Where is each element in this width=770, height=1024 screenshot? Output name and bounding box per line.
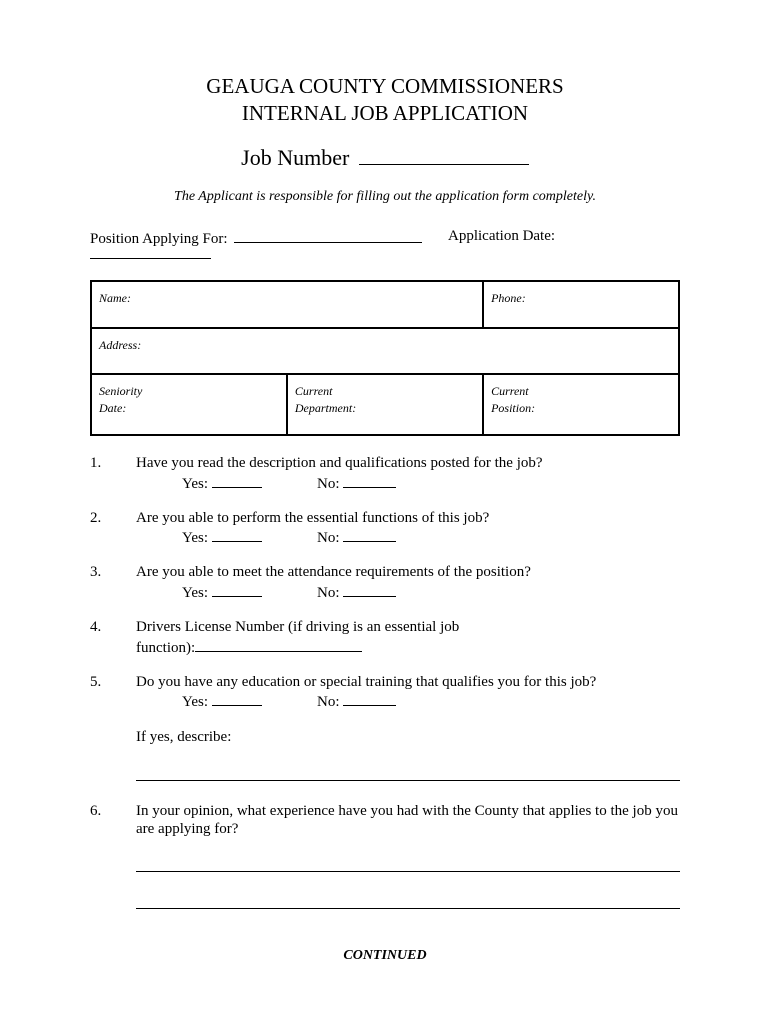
yes-field[interactable] (212, 527, 262, 542)
position-applying-row (90, 228, 422, 248)
current-position-label-1: Current (491, 384, 529, 398)
yes-answer (182, 691, 262, 711)
describe-line[interactable] (136, 780, 680, 781)
yes-field[interactable] (212, 582, 262, 597)
yes-field[interactable] (212, 473, 262, 488)
form-title-line2: INTERNAL JOB APPLICATION (241, 101, 529, 125)
no-answer (317, 473, 396, 493)
application-date-field[interactable] (90, 258, 211, 259)
drivers-license-field[interactable] (195, 637, 362, 652)
address-label: Address: (99, 338, 142, 352)
question-number: 4. (90, 619, 102, 635)
question-number: 1. (90, 455, 102, 471)
department-cell[interactable] (287, 374, 483, 435)
job-number-label: Job Number (241, 145, 350, 170)
no-field[interactable] (343, 582, 396, 597)
question-number: 6. (90, 803, 102, 819)
answer-line-2[interactable] (136, 908, 680, 909)
no-answer (317, 582, 396, 602)
question-text: Are you able to meet the attendance requirements of the position? (136, 564, 531, 580)
name-label: Name: (99, 291, 131, 305)
question-text: Drivers License Number (if driving is an essential job (136, 619, 460, 635)
job-number-row (0, 144, 770, 171)
question-text: Are you able to perform the essential functions of this job? (136, 510, 490, 526)
question-text: Have you read the description and qualifications posted for the job? (136, 455, 543, 471)
question-text-line2: function): (136, 640, 196, 656)
current-position-cell[interactable] (483, 374, 679, 435)
phone-label: Phone: (491, 291, 526, 305)
no-answer (317, 527, 396, 547)
position-applying-field[interactable] (234, 228, 422, 243)
seniority-label-2: Date: (99, 401, 127, 415)
no-label: No: (317, 585, 340, 601)
no-field[interactable] (343, 691, 396, 706)
form-title-line1: GEAUGA COUNTY COMMISSIONERS (206, 74, 564, 98)
yes-label: Yes: (182, 585, 208, 601)
position-applying-label: Position Applying For: (90, 231, 228, 247)
yes-answer (182, 582, 262, 602)
yes-label: Yes: (182, 694, 208, 710)
seniority-label-1: Seniority (99, 384, 143, 398)
yes-field[interactable] (212, 691, 262, 706)
yes-label: Yes: (182, 476, 208, 492)
no-field[interactable] (343, 527, 396, 542)
yes-answer (182, 473, 262, 493)
applicant-info-table (90, 280, 680, 436)
no-label: No: (317, 476, 340, 492)
question-text: In your opinion, what experience have you had with the County that applies to the job you (136, 803, 678, 819)
question-number: 2. (90, 510, 102, 526)
job-number-field[interactable] (359, 144, 529, 165)
continued-label: CONTINUED (343, 948, 427, 963)
address-cell[interactable] (91, 328, 679, 374)
yes-label: Yes: (182, 530, 208, 546)
question-number: 5. (90, 674, 102, 690)
no-label: No: (317, 530, 340, 546)
current-position-label-2: Position: (491, 401, 536, 415)
answer-line-1[interactable] (136, 871, 680, 872)
department-label-2: Department: (294, 401, 357, 415)
name-cell[interactable] (91, 281, 483, 328)
department-label-1: Current (294, 384, 333, 398)
no-field[interactable] (343, 473, 396, 488)
application-date-label: Application Date: (448, 228, 556, 244)
question-text: Do you have any education or special training that qualifies you for this job? (136, 674, 597, 690)
instruction-text: The Applicant is responsible for filling out the application form completely. (174, 189, 596, 204)
yes-answer (182, 527, 262, 547)
seniority-cell[interactable] (91, 374, 287, 435)
followup-text: If yes, describe: (136, 729, 232, 745)
question-text-cont (136, 637, 362, 657)
question-text-line2: are applying for? (136, 821, 239, 837)
phone-cell[interactable] (483, 281, 679, 328)
no-answer (317, 691, 396, 711)
question-number: 3. (90, 564, 102, 580)
no-label: No: (317, 694, 340, 710)
